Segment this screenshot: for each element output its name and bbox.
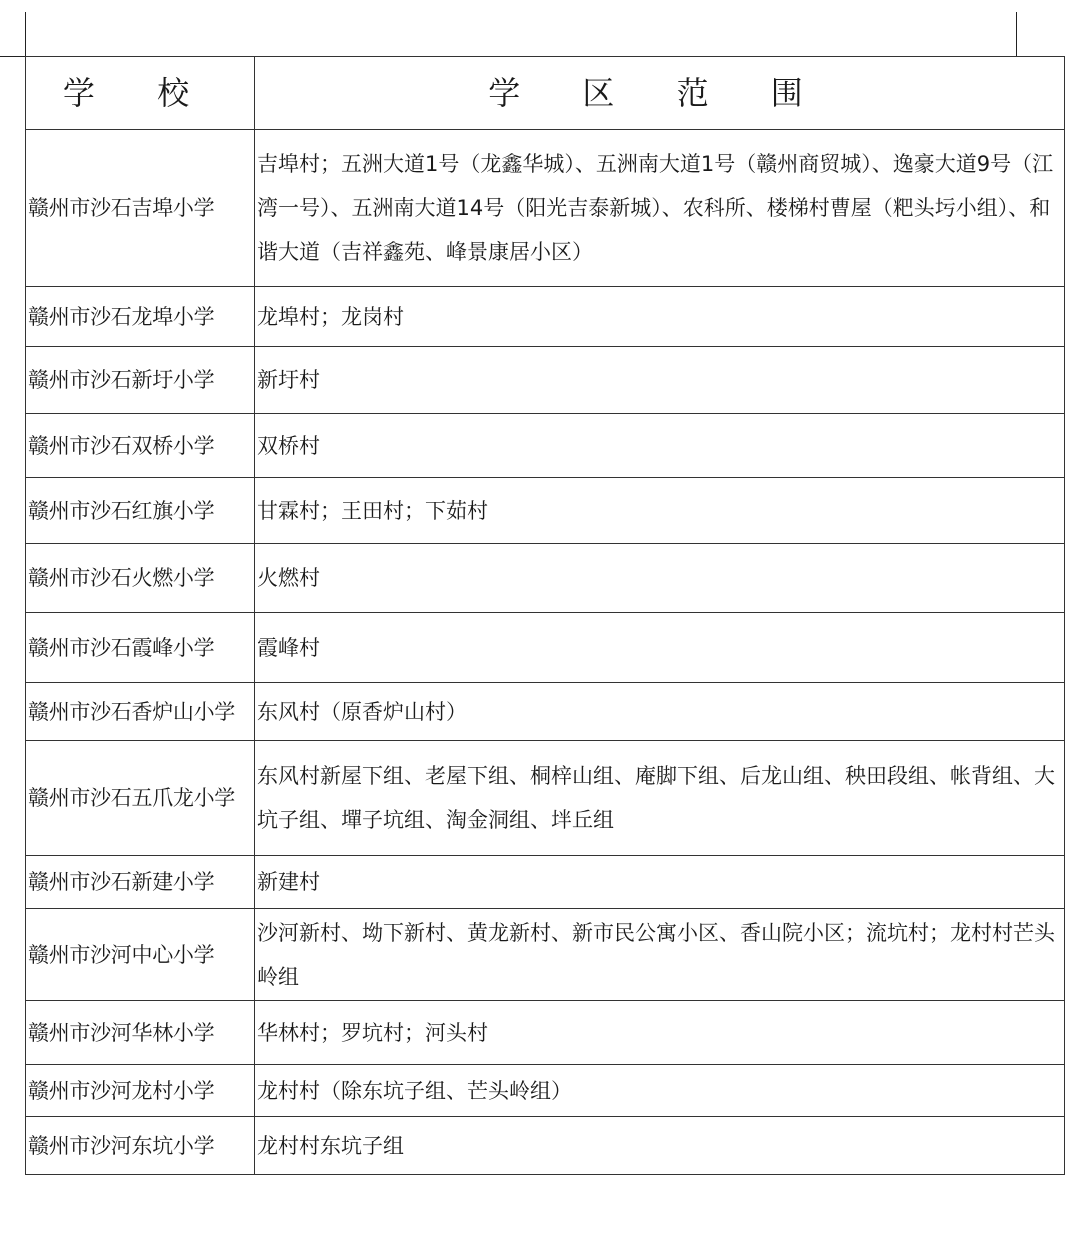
school-name: 赣州市沙石香炉山小学 [26,683,255,741]
district-range: 沙河新村、坳下新村、黄龙新村、新市民公寓小区、香山院小区；流坑村；龙村村芒头岭组 [255,909,1065,1001]
table-row [26,130,1065,287]
table-row [26,414,1065,478]
table-row [26,909,1065,1001]
table-row [26,683,1065,741]
table-row [26,287,1065,347]
school-name: 赣州市沙石新建小学 [26,856,255,909]
school-name: 赣州市沙石红旗小学 [26,478,255,544]
table-row [26,856,1065,909]
table-row [26,478,1065,544]
table-row [26,613,1065,683]
crop-mark [1016,12,1017,56]
district-range: 霞峰村 [255,613,1065,683]
district-range: 新圩村 [255,347,1065,414]
table-header-row [26,57,1065,130]
header-school: 学 校 [26,57,255,130]
district-range: 东风村（原香炉山村） [255,683,1065,741]
table-row [26,347,1065,414]
district-range: 新建村 [255,856,1065,909]
school-name: 赣州市沙河龙村小学 [26,1065,255,1117]
district-range: 龙村村（除东坑子组、芒头岭组） [255,1065,1065,1117]
school-name: 赣州市沙石新圩小学 [26,347,255,414]
school-name: 赣州市沙河华林小学 [26,1001,255,1065]
school-district-table [25,56,1065,1175]
crop-mark [25,12,26,56]
table-row [26,1065,1065,1117]
school-name: 赣州市沙河中心小学 [26,909,255,1001]
table-row [26,544,1065,613]
school-name: 赣州市沙石吉埠小学 [26,130,255,287]
district-range: 双桥村 [255,414,1065,478]
district-range: 东风村新屋下组、老屋下组、桐梓山组、庵脚下组、后龙山组、秧田段组、帐背组、大坑子组、墠子坑组、淘金洞组、坢丘组 [255,741,1065,856]
district-range: 龙村村东坑子组 [255,1117,1065,1175]
school-name: 赣州市沙石火燃小学 [26,544,255,613]
district-range: 火燃村 [255,544,1065,613]
table-row [26,1001,1065,1065]
school-name: 赣州市沙河东坑小学 [26,1117,255,1175]
district-range: 吉埠村；五洲大道1号（龙鑫华城）、五洲南大道1号（赣州商贸城）、逸豪大道9号（江湾一号）、五洲南大道14号（阳光吉泰新城）、农科所、楼梯村曹屋（粑头圬小组）、和谐大道（吉祥鑫苑、峰景康居小区） [255,130,1065,287]
district-range: 华林村；罗坑村；河头村 [255,1001,1065,1065]
crop-mark [0,56,26,57]
district-range: 甘霖村；王田村；下茹村 [255,478,1065,544]
school-name: 赣州市沙石龙埠小学 [26,287,255,347]
header-district-range: 学 区 范 围 [255,57,1065,130]
school-name: 赣州市沙石双桥小学 [26,414,255,478]
table-row [26,741,1065,856]
district-range: 龙埠村；龙岗村 [255,287,1065,347]
school-name: 赣州市沙石霞峰小学 [26,613,255,683]
table-row [26,1117,1065,1175]
school-name: 赣州市沙石五爪龙小学 [26,741,255,856]
